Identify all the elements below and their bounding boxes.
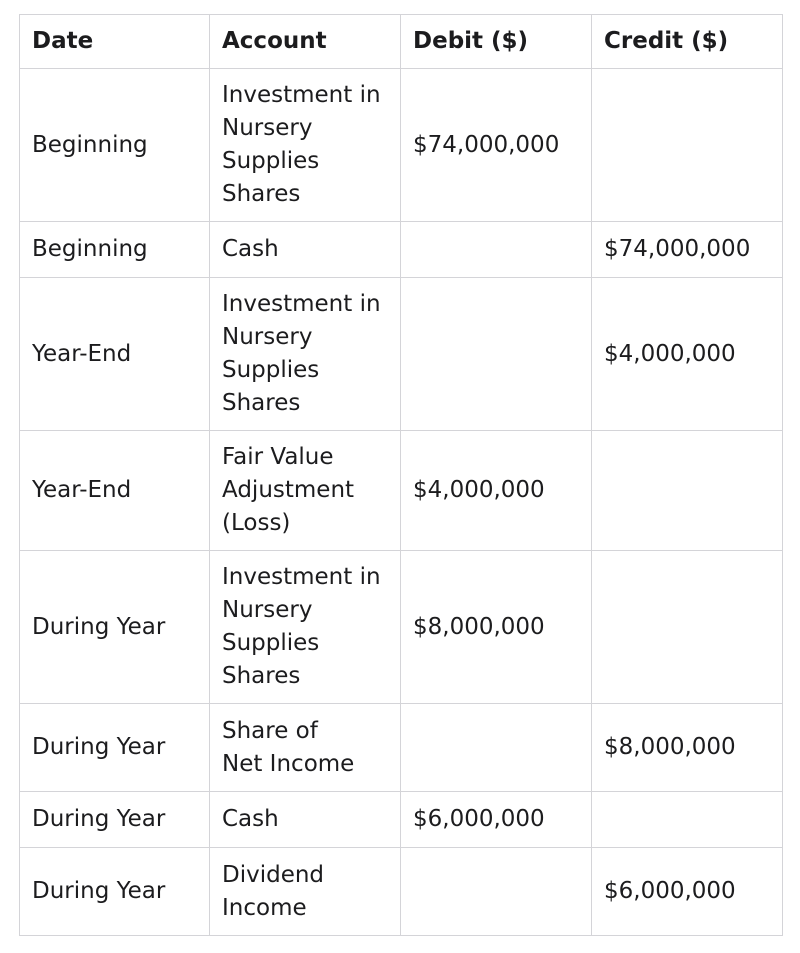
header-date: Date [20,15,210,69]
date-cell: During Year [20,848,210,936]
credit-cell: $8,000,000 [592,704,783,792]
account-line: Dividend [222,861,325,888]
debit-cell [401,222,592,278]
account-line: Nursery [222,324,313,350]
account-line: Investment in [222,291,381,317]
date-cell: During Year [20,792,210,848]
credit-cell [592,792,783,848]
credit-cell [592,551,783,704]
header-credit: Credit ($) [592,15,783,69]
table-header [20,15,783,69]
account-cell [210,431,401,551]
account-line: Adjustment [222,477,355,503]
header-row [20,15,783,69]
account-line: Shares [222,181,301,207]
date-cell: Year-End [20,431,210,551]
account-line: Supplies [222,357,320,383]
table-row [20,848,783,936]
account-line: Cash [222,236,279,262]
table-row [20,222,783,278]
table-row [20,431,783,551]
table-row [20,704,783,792]
account-line: Shares [222,663,301,689]
header-account: Account [210,15,401,69]
debit-cell [401,278,592,431]
credit-cell: $6,000,000 [592,848,783,936]
date-cell: Beginning [20,69,210,222]
account-cell [210,222,401,278]
credit-cell: $74,000,000 [592,222,783,278]
debit-cell: $8,000,000 [401,551,592,704]
account-line: Investment in [222,82,381,108]
account-cell [210,848,401,936]
date-cell: Year-End [20,278,210,431]
journal-entries-table [19,14,783,936]
account-line: Cash [222,806,279,832]
account-line: Fair Value [222,444,334,470]
account-line: Investment in [222,564,381,590]
debit-cell: $6,000,000 [401,792,592,848]
debit-cell: $4,000,000 [401,431,592,551]
account-line: Income [222,894,307,921]
table-row [20,278,783,431]
account-line: Shares [222,390,301,416]
account-line: Nursery [222,115,313,141]
account-line: Supplies [222,148,320,174]
table-row [20,551,783,704]
account-line: Nursery [222,597,313,623]
account-line: Share of [222,717,318,744]
account-cell [210,69,401,222]
table-row [20,69,783,222]
table-row [20,792,783,848]
date-cell: During Year [20,704,210,792]
account-line: (Loss) [222,510,291,536]
credit-cell [592,69,783,222]
debit-cell [401,848,592,936]
table-body [20,69,783,936]
account-line: Net Income [222,750,355,777]
debit-cell [401,704,592,792]
date-cell: Beginning [20,222,210,278]
account-cell [210,551,401,704]
account-cell [210,278,401,431]
debit-cell: $74,000,000 [401,69,592,222]
account-cell [210,792,401,848]
header-debit: Debit ($) [401,15,592,69]
account-line: Supplies [222,630,320,656]
credit-cell: $4,000,000 [592,278,783,431]
account-cell [210,704,401,792]
date-cell: During Year [20,551,210,704]
credit-cell [592,431,783,551]
